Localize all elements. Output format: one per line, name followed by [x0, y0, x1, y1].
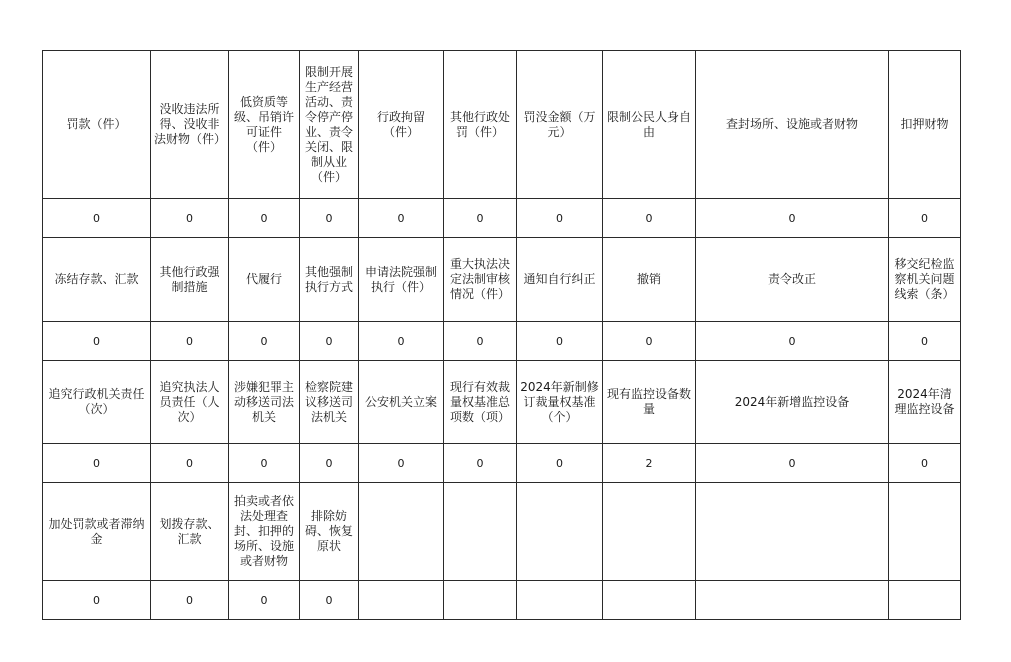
header-cell: 代履行: [229, 238, 300, 322]
empty-cell: [517, 483, 603, 581]
value-cell: 0: [151, 581, 229, 620]
value-cell: 0: [151, 199, 229, 238]
header-cell: 其他行政处罚（件）: [444, 51, 517, 199]
header-cell: 限制公民人身自由: [603, 51, 696, 199]
empty-cell: [603, 483, 696, 581]
header-row: [43, 51, 961, 199]
value-row: [43, 199, 961, 238]
value-cell: 0: [43, 199, 151, 238]
empty-cell: [517, 581, 603, 620]
header-cell: 检察院建议移送司法机关: [300, 361, 359, 444]
header-cell: 其他行政强制措施: [151, 238, 229, 322]
statistics-table: [42, 50, 961, 620]
value-cell: 0: [517, 322, 603, 361]
value-cell: 0: [359, 199, 444, 238]
value-cell: 0: [889, 444, 961, 483]
value-cell: 2: [603, 444, 696, 483]
value-cell: 0: [696, 199, 889, 238]
value-cell: 0: [229, 199, 300, 238]
value-row: [43, 322, 961, 361]
header-cell: 现有监控设备数量: [603, 361, 696, 444]
header-cell: 现行有效裁量权基准总项数（项）: [444, 361, 517, 444]
header-cell: 2024年新增监控设备: [696, 361, 889, 444]
value-cell: 0: [603, 199, 696, 238]
header-cell: 行政拘留（件）: [359, 51, 444, 199]
value-cell: 0: [444, 322, 517, 361]
value-cell: 0: [229, 322, 300, 361]
value-cell: 0: [444, 199, 517, 238]
header-cell: 公安机关立案: [359, 361, 444, 444]
value-cell: 0: [151, 322, 229, 361]
header-cell: 通知自行纠正: [517, 238, 603, 322]
value-cell: 0: [300, 322, 359, 361]
header-cell: 其他强制执行方式: [300, 238, 359, 322]
empty-cell: [444, 483, 517, 581]
header-cell: 2024年新制修订裁量权基准（个）: [517, 361, 603, 444]
empty-cell: [696, 483, 889, 581]
header-cell: 罚没金额（万元）: [517, 51, 603, 199]
header-cell: 冻结存款、汇款: [43, 238, 151, 322]
header-cell: 涉嫌犯罪主动移送司法机关: [229, 361, 300, 444]
header-cell: 查封场所、设施或者财物: [696, 51, 889, 199]
empty-cell: [696, 581, 889, 620]
value-cell: 0: [696, 322, 889, 361]
header-cell: 申请法院强制执行（件）: [359, 238, 444, 322]
header-cell: 追究执法人员责任（人次）: [151, 361, 229, 444]
header-cell: 排除妨碍、恢复原状: [300, 483, 359, 581]
header-row: [43, 361, 961, 444]
value-cell: 0: [300, 581, 359, 620]
value-cell: 0: [889, 199, 961, 238]
header-cell: 重大执法决定法制审核情况（件）: [444, 238, 517, 322]
value-cell: 0: [517, 444, 603, 483]
value-cell: 0: [359, 322, 444, 361]
header-cell: 撤销: [603, 238, 696, 322]
empty-cell: [889, 483, 961, 581]
header-row: [43, 238, 961, 322]
header-cell: 责令改正: [696, 238, 889, 322]
header-cell: 加处罚款或者滞纳金: [43, 483, 151, 581]
empty-cell: [444, 581, 517, 620]
value-cell: 0: [696, 444, 889, 483]
header-cell: 扣押财物: [889, 51, 961, 199]
empty-cell: [603, 581, 696, 620]
value-cell: 0: [151, 444, 229, 483]
value-cell: 0: [603, 322, 696, 361]
header-cell: 移交纪检监察机关问题线索（条）: [889, 238, 961, 322]
empty-cell: [359, 581, 444, 620]
value-cell: 0: [444, 444, 517, 483]
value-row: [43, 581, 961, 620]
header-cell: 追究行政机关责任（次）: [43, 361, 151, 444]
header-cell: 划拨存款、汇款: [151, 483, 229, 581]
header-cell: 限制开展生产经营活动、责令停产停业、责令关闭、限制从业（件）: [300, 51, 359, 199]
header-cell: 罚款（件）: [43, 51, 151, 199]
value-cell: 0: [229, 444, 300, 483]
header-cell: 2024年清理监控设备: [889, 361, 961, 444]
value-cell: 0: [43, 322, 151, 361]
value-row: [43, 444, 961, 483]
value-cell: 0: [43, 444, 151, 483]
empty-cell: [359, 483, 444, 581]
value-cell: 0: [889, 322, 961, 361]
value-cell: 0: [229, 581, 300, 620]
value-cell: 0: [517, 199, 603, 238]
header-cell: 拍卖或者依法处理查封、扣押的场所、设施或者财物: [229, 483, 300, 581]
header-cell: 低资质等级、吊销许可证件（件）: [229, 51, 300, 199]
empty-cell: [889, 581, 961, 620]
value-cell: 0: [359, 444, 444, 483]
header-row: [43, 483, 961, 581]
value-cell: 0: [43, 581, 151, 620]
value-cell: 0: [300, 444, 359, 483]
value-cell: 0: [300, 199, 359, 238]
header-cell: 没收违法所得、没收非法财物（件）: [151, 51, 229, 199]
